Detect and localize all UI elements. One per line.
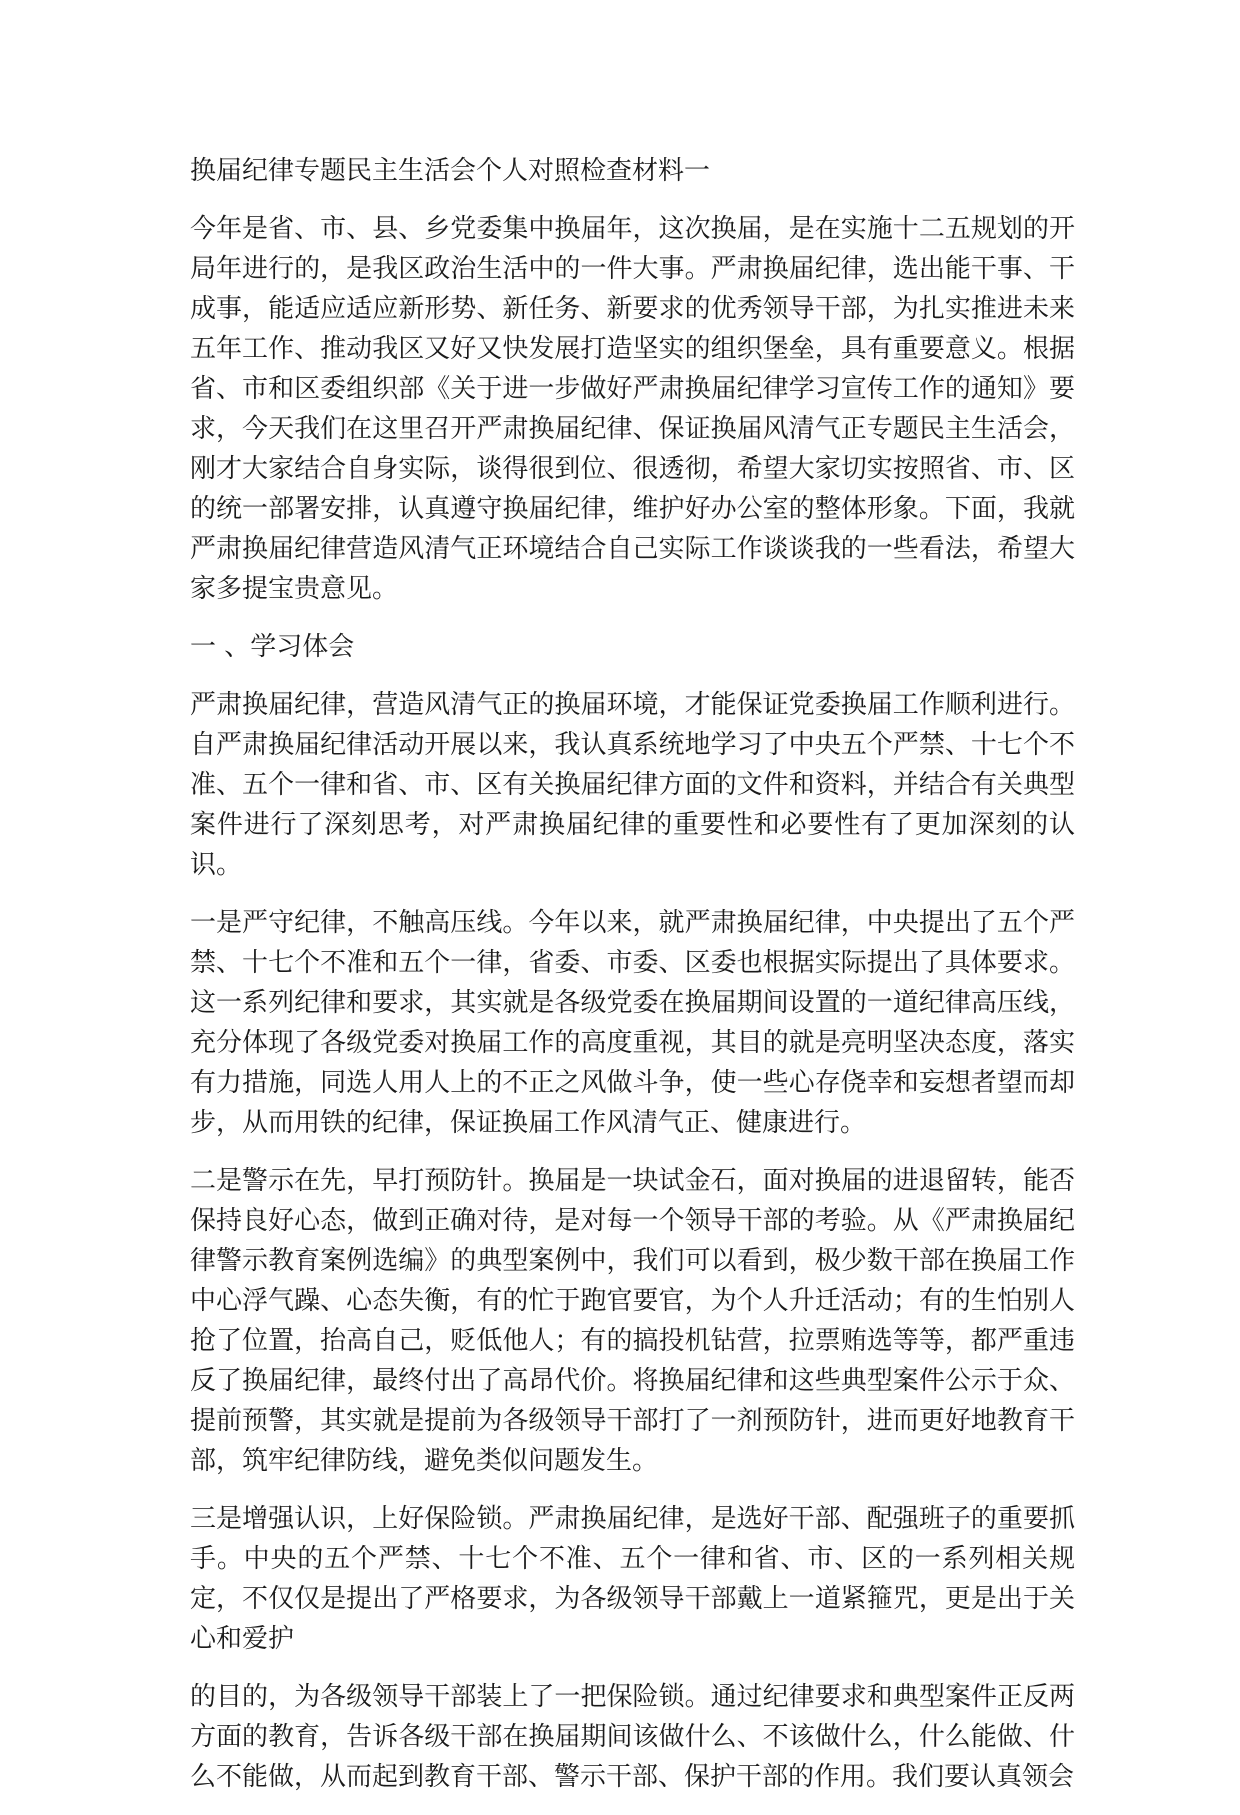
study-paragraph-2: 一是严守纪律，不触高压线。今年以来，就严肃换届纪律，中央提出了五个严禁、十七个不准和五个一律，省委、市委、区委也根据实际提出了具体要求。这一系列纪律和要求，其实就是各级党委在换届期间设置的一道纪律高压线，充分体现了各级党委对换届工作的高度重视，其目的就是亮明坚决态度，落实有力措施，同选人用人上的不正之风做斗争，使一些心存侥幸和妄想者望而却步，从而用铁的纪律，保证换届工作风清气正、健康进行。 bbox=[190, 908, 1075, 1138]
document-title: 换届纪律专题民主生活会个人对照检查材料一 bbox=[190, 156, 711, 186]
study-paragraph-4: 三是增强认识，上好保险锁。严肃换届纪律，是选好干部、配强班子的重要抓手。中央的五个严禁、十七个不准、五个一律和省、市、区的一系列相关规定，不仅仅是提出了严格要求，为各级领导干部戴上一道紧箍咒，更是出于关心和爱护 bbox=[190, 1504, 1075, 1654]
study-paragraph-1: 严肃换届纪律，营造风清气正的换届环境，才能保证党委换届工作顺利进行。自严肃换届纪律活动开展以来，我认真系统地学习了中央五个严禁、十七个不准、五个一律和省、市、区有关换届纪律方面的文件和资料，并结合有关典型案件进行了深刻思考，对严肃换届纪律的重要性和必要性有了更加深刻的认识。 bbox=[190, 690, 1075, 880]
document-body bbox=[190, 151, 1075, 1815]
study-paragraph-5: 的目的，为各级领导干部装上了一把保险锁。通过纪律要求和典型案件正反两方面的教育，告诉各级干部在换届期间该做什么、不该做什么，什么能做、什么不能做，从而起到教育干部、警示干部、保护干部的作用。我们要认真领会 bbox=[190, 1682, 1075, 1792]
intro-paragraph: 今年是省、市、县、乡党委集中换届年，这次换届，是在实施十二五规划的开局年进行的，是我区政治生活中的一件大事。严肃换届纪律，选出能干事、干成事，能适应适应新形势、新任务、新要求的优秀领导干部，为扎实推进未来五年工作、推动我区又好又快发展打造坚实的组织堡垒，具有重要意义。根据省、市和区委组织部《关于进一步做好严肃换届纪律学习宣传工作的通知》要求，今天我们在这里召开严肃换届纪律、保证换届风清气正专题民主生活会，刚才大家结合自身实际，谈得很到位、很透彻，希望大家切实按照省、市、区的统一部署安排，认真遵守换届纪律，维护好办公室的整体形象。下面，我就严肃换届纪律营造风清气正环境结合自己实际工作谈谈我的一些看法，希望大家多提宝贵意见。 bbox=[190, 214, 1075, 604]
study-paragraph-3: 二是警示在先，早打预防针。换届是一块试金石，面对换届的进退留转，能否保持良好心态，做到正确对待，是对每一个领导干部的考验。从《严肃换届纪律警示教育案例选编》的典型案例中，我们可以看到，极少数干部在换届工作中心浮气躁、心态失衡，有的忙于跑官要官，为个人升迁活动；有的生怕别人抢了位置，抬高自己，贬低他人；有的搞投机钻营，拉票贿选等等，都严重违反了换届纪律，最终付出了高昂代价。将换届纪律和这些典型案件公示于众、提前预警，其实就是提前为各级领导干部打了一剂预防针，进而更好地教育干部，筑牢纪律防线，避免类似问题发生。 bbox=[190, 1166, 1075, 1476]
section-heading-study: 一 、学习体会 bbox=[190, 632, 355, 662]
